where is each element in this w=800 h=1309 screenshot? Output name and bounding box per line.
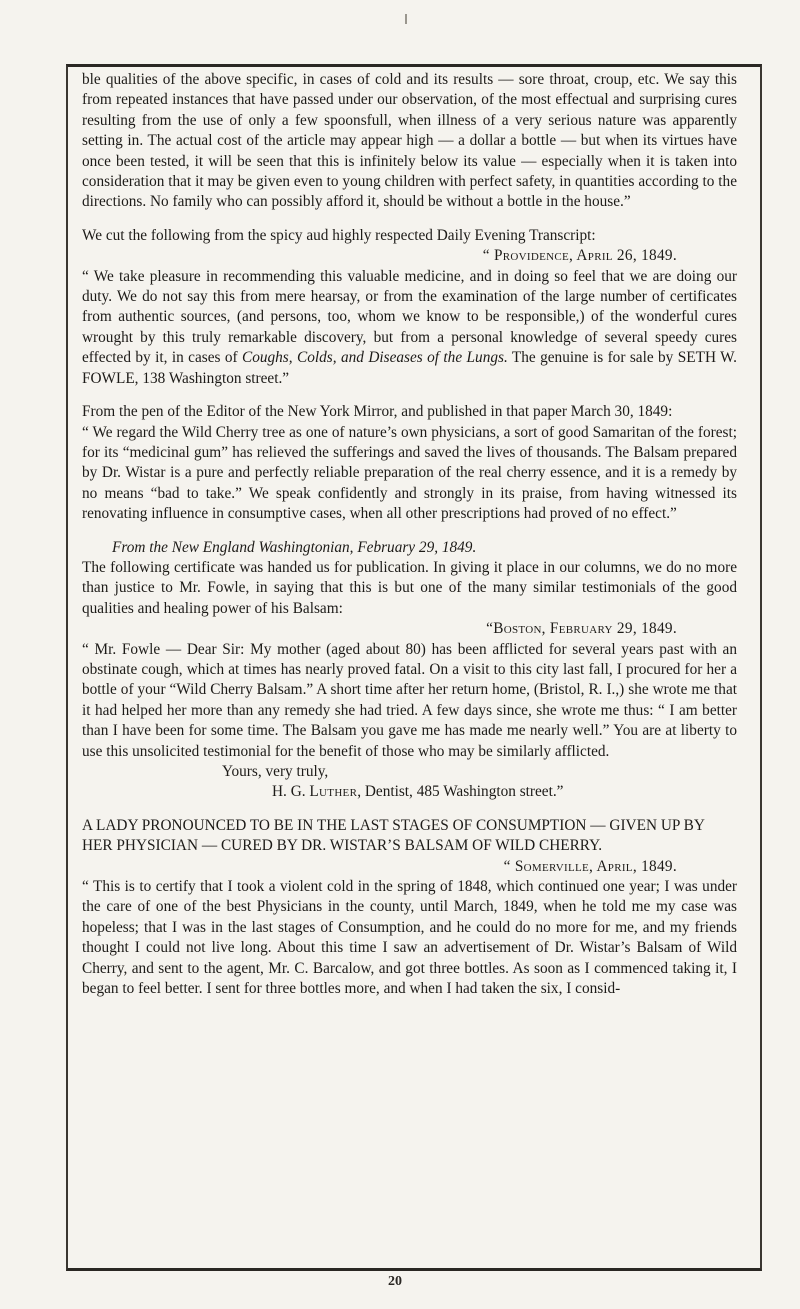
paragraph: “ We regard the Wild Cherry tree as one of nature’s own physicians, a sort of good Samaritan of the forest; for its “medicinal gum” has relieved the sufferings and saved the lives of thousands. The Balsam prepared by Dr. Wistar is a pure and perfectly reliable preparation of the real cherry essence, and it is a remedy by no means “bad to take.” We speak confidently and strongly in its praise, from having witnessed its renovating influence in consumptive cases, when all other prescriptions had proved of no effect.” <box>82 423 737 523</box>
paragraph: “ Mr. Fowle — Dear Sir: My mother (aged about 80) has been afflicted for several years past with an obstinate cough, which at times has nearly proved fatal. On a visit to this city last fall, I procured for her a bottle of your “Wild Cherry Balsam.” A short time after her return home, (Bristol, R. I.,) she wrote me that it had helped her more than any remedy she had tried. A few days since, she wrote me thus: “ I am better than I have been for some time. The Balsam you gave me has made me nearly well.” You are at liberty to use this unsolicited testimonial for the benefit of those who may be similarly afflicted. <box>82 640 737 760</box>
dateline <box>82 619 737 639</box>
paragraph: The following certificate was handed us for publication. In giving it place in our columns, we do no more than justice to Mr. Fowle, in saying that this is but one of the many similar testimonials of the good qualities and healing power of his Balsam: <box>82 558 737 617</box>
paragraph-text: “ We take pleasure in recommending this valuable medicine, and in doing so feel that we are doing our duty. We do not say this from mere hearsay, or from the examination of the large number of certificates from authentic sources, (and persons, too, whom we know to be responsible,) of the wonderful cures wrought by this truly remarkable discovery, but from a personal knowledge of several speedy cures effected by it, in cases of <box>82 267 737 367</box>
paragraph-text: The genuine is for sale by SETH W. FOWLE, 138 Washington street.” <box>82 349 737 387</box>
signature-title: , Dentist, 485 Washington street.” <box>357 783 564 801</box>
paragraph: ble qualities of the above specific, in cases of cold and its results — sore throat, croup, etc. We say this from repeated instances that have passed under our observation, of the most effectual and surprising cures resulting from the use of only a few spoonsfull, when illness of a very serious nature was apparently setting in. The actual cost of the article may appear high — a dollar a bottle — but when its virtues have once been tested, it will be seen that this is infinitely below its value — especially when it is taken into consideration that it may be given even to young children with perfect safety, in quantities according to the directions. No family who can possibly afford it, should be without a bottle in the house.” <box>82 71 737 211</box>
dateline-text: “ Providence, April 26, 1849. <box>482 247 677 265</box>
paragraph <box>82 267 737 389</box>
paragraph: From the pen of the Editor of the New York Mirror, and published in that paper March 30, 1849: <box>82 403 673 421</box>
signature <box>82 782 737 802</box>
closing: Yours, very truly, <box>222 763 329 780</box>
page-number: 20 <box>388 1274 402 1289</box>
dateline <box>82 857 737 877</box>
dateline-text: “ Somerville, April, 1849. <box>503 857 677 875</box>
paragraph: “ This is to certify that I took a violent cold in the spring of 1848, which continued one year; I was under the care of one of the best Physicians in the county, until March, 1849, when he told me my case was hopeless; that I was in the last stages of Consumption, and he could do no more for me, and my friends thought I could not live long. About this time I saw an advertisement of Dr. Wistar’s Balsam of Wild Cherry, and sent to the agent, Mr. C. Barcalow, and got three bottles. As soon as I commenced taking it, I began to feel better. I sent for three bottles more, and when I had taken the six, I consid- <box>82 878 737 998</box>
dateline <box>82 246 737 266</box>
print-mark <box>405 14 407 24</box>
signature-name: Luther <box>309 783 358 801</box>
body-text <box>82 70 737 999</box>
source-line: From the New England Washingtonian, February 29, 1849. <box>112 538 477 556</box>
paragraph: We cut the following from the spicy aud highly respected Daily Evening Transcript: <box>82 226 596 244</box>
signature-initials: H. G. <box>272 783 310 801</box>
section-heading: A LADY PRONOUNCED TO BE IN THE LAST STAGES OF CONSUMPTION — GIVEN UP BY HER PHYSICIAN — CURED BY DR. WISTAR’S BALSAM OF WILD CHERRY. <box>82 816 705 855</box>
dateline-text: “Boston, February 29, 1849. <box>486 620 677 638</box>
italic-phrase: Coughs, Colds, and Diseases of the Lungs. <box>242 349 508 367</box>
